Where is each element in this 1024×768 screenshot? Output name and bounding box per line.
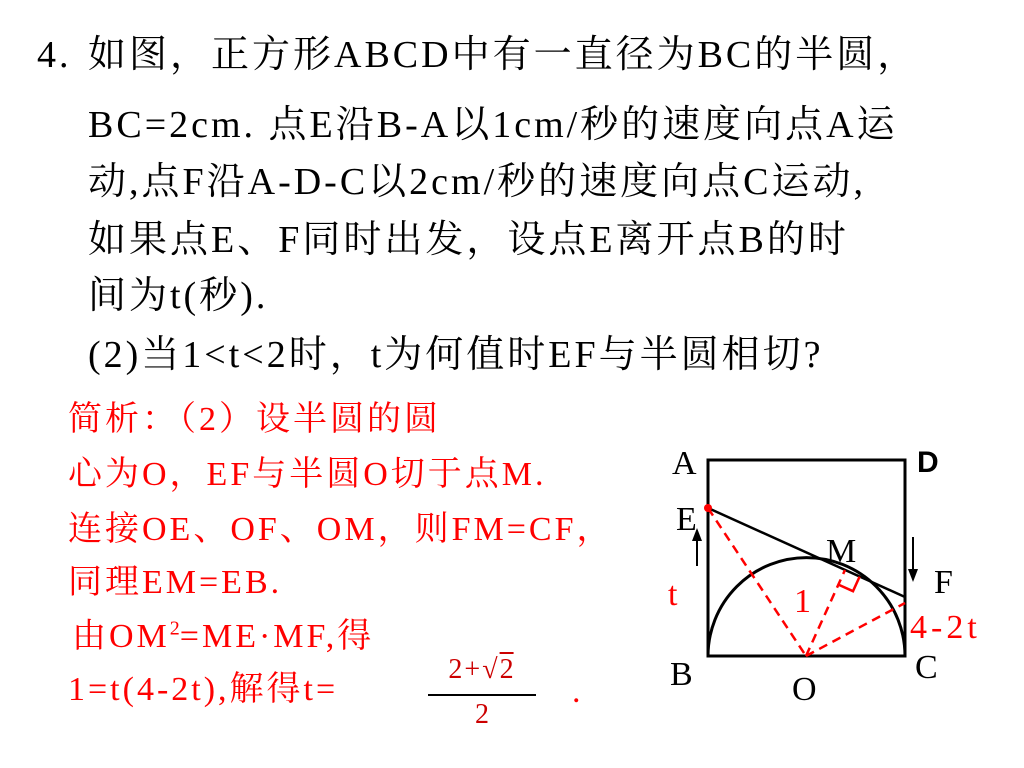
- point-e-dot: [704, 504, 712, 512]
- analysis-line-6: 1=t(4-2t),解得t=: [68, 671, 339, 708]
- label-e: E: [676, 501, 697, 538]
- analysis-line-5-start: 由OM: [72, 618, 170, 655]
- label-o: O: [792, 671, 817, 708]
- problem-line-2: BC=2cm. 点E沿B-A以1cm/秒的速度向点A运: [88, 104, 898, 146]
- label-m: M: [826, 533, 857, 570]
- problem-question: (2)当1<t<2时，t为何值时EF与半圆相切?: [88, 334, 824, 376]
- length-cf: 4-2t: [910, 609, 981, 646]
- problem-line-4: 如果点E、F同时出发，设点E离开点B的时: [88, 219, 849, 261]
- problem-line-5: 间为t(秒).: [88, 275, 269, 317]
- length-be: t: [668, 576, 678, 613]
- analysis-line-1: 简析：（2）设半圆的圆: [68, 401, 441, 438]
- label-b: B: [670, 656, 693, 693]
- radical-sign: √: [482, 654, 498, 685]
- dashed-segment-om: [806, 570, 845, 656]
- problem-line-1: 如图，正方形ABCD中有一直径为BC的半圆，: [88, 34, 919, 76]
- problem-line-3: 动,点F沿A-D-C以2cm/秒的速度向点C运动,: [88, 161, 867, 203]
- label-a: A: [672, 445, 697, 482]
- label-c: C: [915, 649, 938, 686]
- radicand: 2: [499, 654, 514, 685]
- analysis-line-5-end: =ME·MF,得: [179, 618, 375, 655]
- exponent: 2: [169, 617, 180, 640]
- problem-number: 4.: [37, 34, 72, 76]
- numerator-term: 2: [448, 654, 463, 685]
- arrow-down-icon: [908, 569, 918, 582]
- label-d: D: [917, 446, 939, 479]
- numerator-operator: +: [464, 654, 481, 685]
- analysis-line-2: 心为O，EF与半圆O切于点M.: [68, 456, 547, 493]
- label-f: F: [934, 564, 953, 601]
- analysis-line-3: 连接OE、OF、OM，则FM=CF，: [68, 511, 614, 548]
- analysis-line-4: 同理EM=EB.: [68, 564, 283, 601]
- fraction-denominator: 2: [475, 699, 489, 730]
- length-om: 1: [794, 583, 811, 620]
- dashed-segment-of: [806, 603, 905, 656]
- analysis-period: .: [572, 673, 584, 710]
- right-angle-marker: [838, 577, 859, 592]
